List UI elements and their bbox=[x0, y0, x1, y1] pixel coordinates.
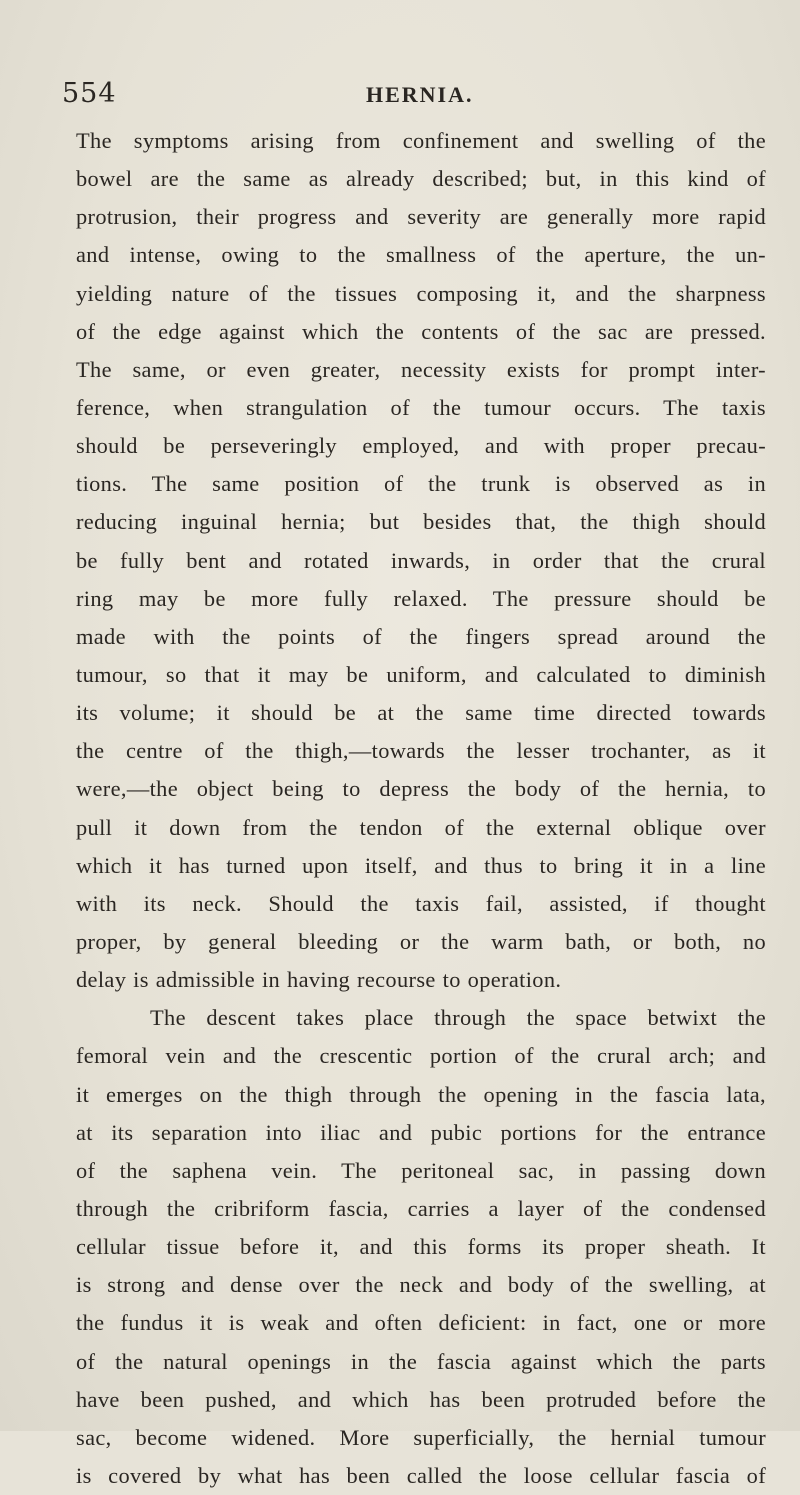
text-line: of the edge against which the contents of the sac are pressed. bbox=[76, 318, 766, 344]
text-line: femoral vein and the crescentic portion of the crural arch; and bbox=[76, 1043, 766, 1069]
text-line: cellular tissue before it, and this forms its proper sheath. It bbox=[76, 1234, 766, 1260]
text-line: The descent takes place through the space betwixt the bbox=[150, 1005, 766, 1031]
text-line: The same, or even greater, necessity exists for prompt inter- bbox=[76, 356, 766, 382]
text-line: at its separation into iliac and pubic portions for the entrance bbox=[76, 1119, 766, 1145]
text-line: is strong and dense over the neck and body of the swelling, at bbox=[76, 1272, 766, 1298]
text-line: is covered by what has been called the loose cellular fascia of bbox=[76, 1462, 766, 1488]
paragraph-1 bbox=[76, 122, 766, 999]
text-line: made with the points of the fingers spread around the bbox=[76, 623, 766, 649]
text-line: and intense, owing to the smallness of the aperture, the un- bbox=[76, 242, 766, 268]
text-line: tumour, so that it may be uniform, and calculated to diminish bbox=[76, 661, 766, 687]
page-header bbox=[62, 78, 762, 118]
text-line: ring may be more fully relaxed. The pressure should be bbox=[76, 585, 766, 611]
text-line: through the cribriform fascia, carries a layer of the condensed bbox=[76, 1195, 766, 1221]
page-number: 554 bbox=[62, 78, 117, 109]
text-line: its volume; it should be at the same time directed towards bbox=[76, 700, 766, 726]
text-line: which it has turned upon itself, and thus to bring it in a line bbox=[76, 852, 766, 878]
text-line: proper, by general bleeding or the warm bath, or both, no bbox=[76, 928, 766, 954]
text-line: it emerges on the thigh through the opening in the fascia lata, bbox=[76, 1081, 766, 1107]
text-line: delay is admissible in having recourse to operation. bbox=[76, 967, 562, 993]
text-line: of the natural openings in the fascia against which the parts bbox=[76, 1348, 766, 1374]
text-line: should be perseveringly employed, and with proper precau- bbox=[76, 433, 766, 459]
text-line: pull it down from the tendon of the external oblique over bbox=[76, 814, 766, 840]
text-line: bowel are the same as already described; but, in this kind of bbox=[76, 166, 766, 192]
text-line: the fundus it is weak and often deficient: in fact, one or more bbox=[76, 1310, 766, 1336]
text-line: yielding nature of the tissues composing it, and the sharpness bbox=[76, 280, 766, 306]
body-text bbox=[76, 122, 766, 1495]
text-line: The symptoms arising from confinement and swelling of the bbox=[76, 128, 766, 153]
text-line: protrusion, their progress and severity are generally more rapid bbox=[76, 204, 766, 230]
text-line: be fully bent and rotated inwards, in order that the crural bbox=[76, 547, 766, 573]
text-line: ference, when strangulation of the tumour occurs. The taxis bbox=[76, 394, 766, 420]
text-line: the centre of the thigh,—towards the lesser trochanter, as it bbox=[76, 738, 766, 764]
text-line: reducing inguinal hernia; but besides that, the thigh should bbox=[76, 509, 766, 535]
text-line: have been pushed, and which has been protruded before the bbox=[76, 1386, 766, 1412]
text-line: with its neck. Should the taxis fail, assisted, if thought bbox=[76, 890, 766, 916]
text-line: tions. The same position of the trunk is observed as in bbox=[76, 471, 766, 497]
text-line: of the saphena vein. The peritoneal sac, in passing down bbox=[76, 1157, 766, 1183]
text-line: were,—the object being to depress the body of the hernia, to bbox=[76, 776, 766, 802]
text-line: sac, become widened. More superficially, the hernial tumour bbox=[76, 1424, 766, 1450]
paragraph-2 bbox=[76, 999, 766, 1495]
running-head: HERNIA. bbox=[366, 82, 474, 107]
